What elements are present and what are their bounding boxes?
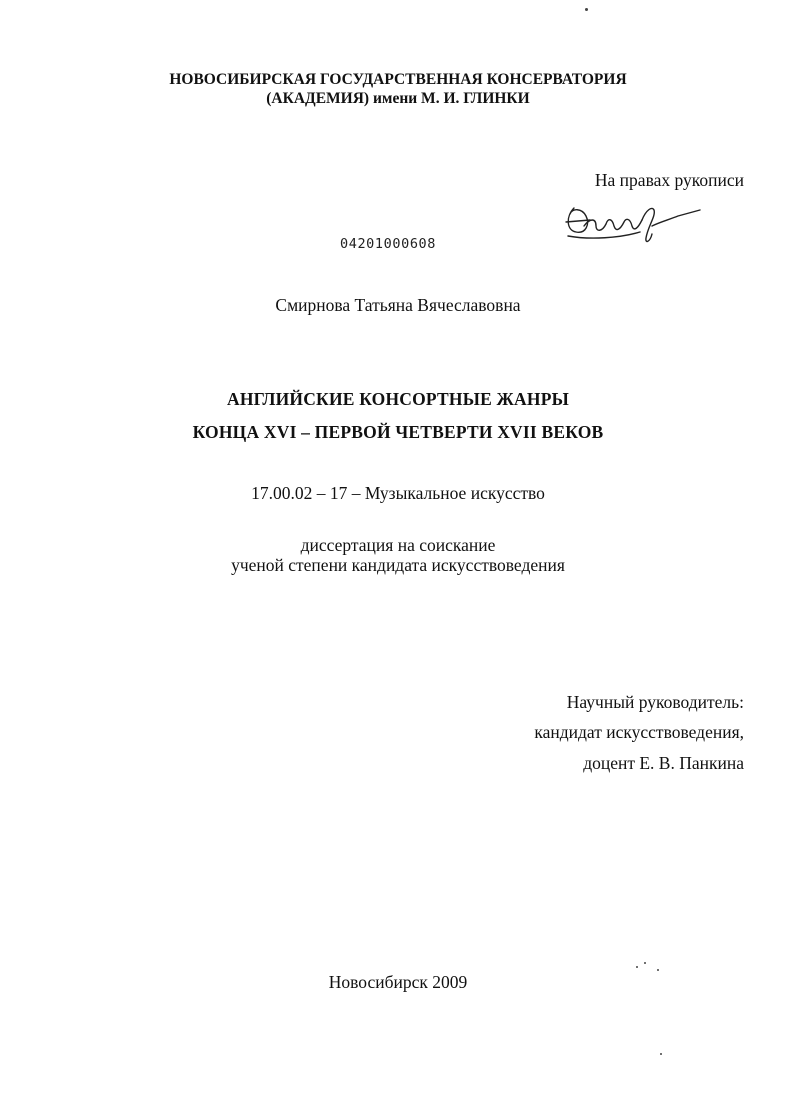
place-year: Новосибирск 2009 (328, 972, 468, 992)
author-name: Смирнова Татьяна Вячеславовна (275, 295, 521, 315)
scan-speck (636, 966, 638, 968)
archive-code: 04201000608 (340, 236, 437, 252)
thesis-title-line-2: КОНЦА XVI – ПЕРВОЙ ЧЕТВЕРТИ XVII ВЕКОВ (192, 422, 604, 442)
thesis-title-line-1: АНГЛИЙСКИЕ КОНСОРТНЫЕ ЖАНРЫ (227, 389, 569, 409)
scan-speck (660, 1053, 662, 1055)
scan-speck (644, 962, 646, 964)
institution-line-2: (АКАДЕМИЯ) имени М. И. ГЛИНКИ (266, 90, 530, 107)
institution-line-1: НОВОСИБИРСКАЯ ГОСУДАРСТВЕННАЯ КОНСЕРВАТОРИЯ (169, 71, 627, 88)
scan-speck (585, 8, 588, 11)
manuscript-note: На правах рукописи (594, 170, 744, 190)
specialty-code: 17.00.02 – 17 – Музыкальное искусство (251, 483, 545, 503)
supervisor-name: доцент Е. В. Панкина (583, 753, 744, 773)
scan-speck (657, 969, 659, 971)
signature-icon (560, 196, 705, 246)
degree-line-1: диссертация на соискание (300, 535, 496, 555)
supervisor-label: Научный руководитель: (566, 692, 744, 712)
supervisor-degree: кандидат искусствоведения, (534, 722, 744, 742)
degree-line-2: ученой степени кандидата искусствоведения (231, 555, 565, 575)
